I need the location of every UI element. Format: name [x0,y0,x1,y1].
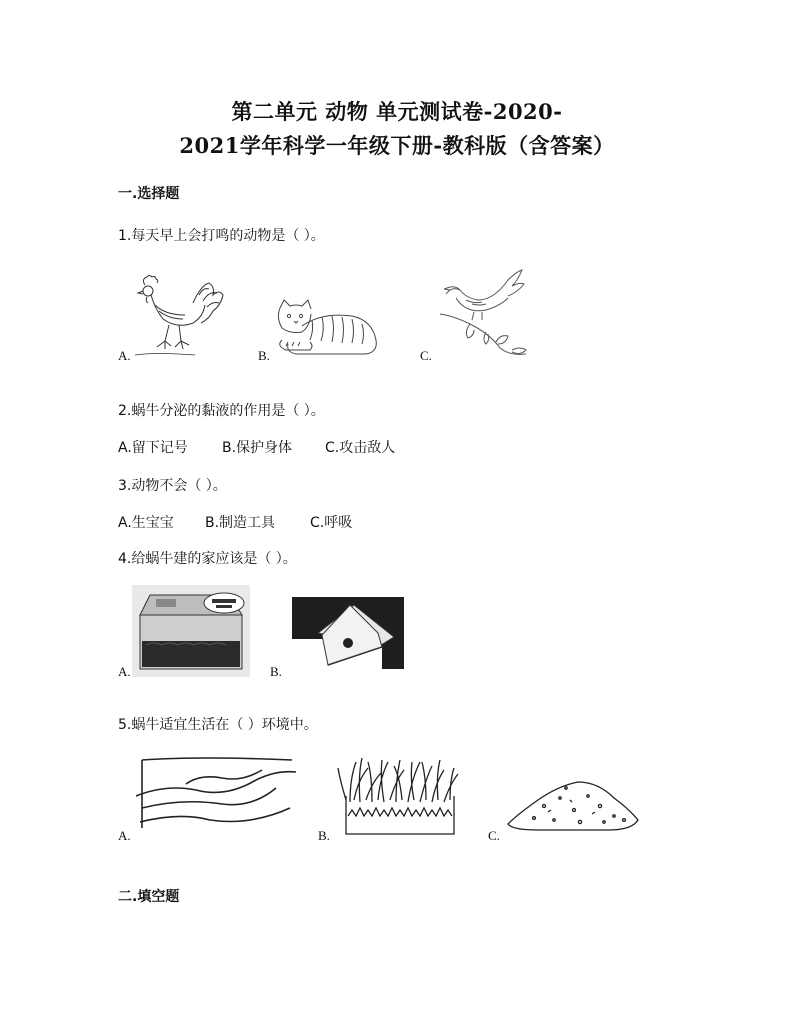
q4-option-b-label: B. [270,664,282,679]
terrarium-icon [132,585,250,677]
cat-icon [272,298,382,360]
question-4-text: 4.给蜗牛建的家应该是（ ）。 [118,551,297,567]
grass-icon [334,756,464,836]
q1-option-a-label: A. [118,348,131,363]
q1-option-c-label: C. [420,348,432,363]
section-heading-choice: 一.选择题 [118,186,180,202]
question-3-text: 3.动物不会（ ）。 [118,478,227,494]
q1-option-b-label: B. [258,348,270,363]
q3-option-c[interactable]: C.呼吸 [310,515,353,531]
q2-option-b[interactable]: B.保护身体 [222,440,293,456]
question-5-text: 5.蜗牛适宜生活在（ ）环境中。 [118,717,318,733]
sand-pile-icon [504,776,644,834]
birdhouse-icon [292,597,404,669]
q4-option-a-label: A. [118,664,131,679]
section-heading-fill-blank: 二.填空题 [118,889,180,905]
river-icon [132,752,307,832]
question-1-text: 1.每天早上会打鸣的动物是（ ）。 [118,228,325,244]
bird-on-branch-icon [436,268,531,360]
document-title-line1: 第二单元 动物 单元测试卷-2020- [231,99,563,124]
q2-option-c[interactable]: C.攻击敌人 [325,440,396,456]
q5-option-a-label: A. [118,828,131,843]
question-2-text: 2.蜗牛分泌的黏液的作用是（ ）。 [118,403,325,419]
q2-option-a[interactable]: A.留下记号 [118,440,188,456]
q3-option-a[interactable]: A.生宝宝 [118,515,174,531]
rooster-icon [133,275,228,360]
q3-option-b[interactable]: B.制造工具 [205,515,276,531]
document-title-line2: 2021学年科学一年级下册-教科版（含答案） [179,133,615,158]
q5-option-b-label: B. [318,828,330,843]
q5-option-c-label: C. [488,828,500,843]
